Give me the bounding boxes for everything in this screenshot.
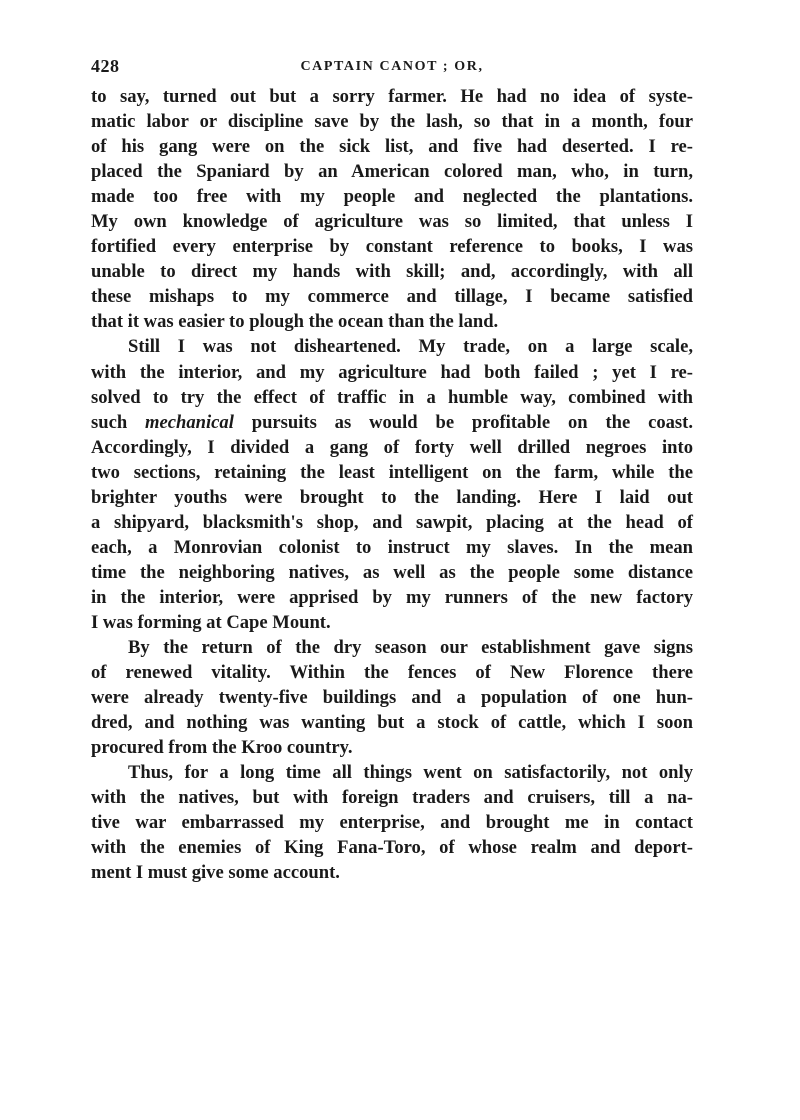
text-line: Still I was not disheartened. My trade, on a large scale, xyxy=(128,336,693,358)
body-text xyxy=(91,84,693,886)
text-line: time the neighboring natives, as well as the people some distance xyxy=(91,561,693,583)
text-line: two sections, retaining the least intelligent on the farm, while the xyxy=(91,461,693,483)
text-line: fortified every enterprise by constant reference to books, I was xyxy=(91,236,693,258)
text-segment: such xyxy=(91,411,146,433)
text-line: By the return of the dry season our establishment gave signs xyxy=(128,637,693,659)
text-line: procured from the Kroo country. xyxy=(91,737,353,759)
text-line: placed the Spaniard by an American colored man, who, in turn, xyxy=(91,161,693,183)
text-line: each, a Monrovian colonist to instruct my slaves. In the mean xyxy=(91,536,693,558)
text-line: made too free with my people and neglected the plantations. xyxy=(91,186,693,208)
text-line: with the enemies of King Fana-Toro, of whose realm and deport- xyxy=(91,837,693,859)
text-line: dred, and nothing was wanting but a stock of cattle, which I soon xyxy=(91,712,693,734)
text-line: of renewed vitality. Within the fences of New Florence there xyxy=(91,662,693,684)
text-line: Accordingly, I divided a gang of forty well drilled negroes into xyxy=(91,436,693,458)
text-segment: pursuits as would be profitable on the coast. xyxy=(233,411,693,433)
text-line: matic labor or discipline save by the lash, so that in a month, four xyxy=(91,111,693,133)
text-line: with the interior, and my agriculture had both failed ; yet I re- xyxy=(91,361,693,383)
text-line: were already twenty-five buildings and a population of one hun- xyxy=(91,687,693,709)
running-head xyxy=(91,56,693,84)
text-line: tive war embarrassed my enterprise, and brought me in contact xyxy=(91,812,693,834)
text-line: a shipyard, blacksmith's shop, and sawpit, placing at the head of xyxy=(91,511,693,533)
text-line: to say, turned out but a sorry farmer. He had no idea of syste- xyxy=(91,86,693,107)
text-line: Thus, for a long time all things went on satisfactorily, not only xyxy=(128,762,693,784)
text-line xyxy=(91,410,693,435)
paragraph xyxy=(91,84,693,334)
paragraph xyxy=(91,334,693,635)
italic-emphasis: mechanical xyxy=(145,411,234,433)
book-page xyxy=(91,56,693,886)
text-line: I was forming at Cape Mount. xyxy=(91,611,331,633)
text-line: My own knowledge of agriculture was so limited, that unless I xyxy=(91,211,693,233)
text-line: ment I must give some account. xyxy=(91,862,340,884)
text-line: brighter youths were brought to the landing. Here I laid out xyxy=(91,486,693,508)
running-title: CAPTAIN CANOT ; OR, xyxy=(300,59,484,74)
text-line: unable to direct my hands with skill; and, accordingly, with all xyxy=(91,261,693,283)
text-line: of his gang were on the sick list, and five had deserted. I re- xyxy=(91,136,693,158)
page-number: 428 xyxy=(91,56,120,76)
text-line: solved to try the effect of traffic in a humble way, combined with xyxy=(91,386,693,408)
paragraph xyxy=(91,635,693,760)
text-line: in the interior, were apprised by my runners of the new factory xyxy=(91,586,693,608)
text-line: these mishaps to my commerce and tillage, I became satisfied xyxy=(91,286,693,308)
text-line: that it was easier to plough the ocean than the land. xyxy=(91,311,499,333)
text-line: with the natives, but with foreign traders and cruisers, till a na- xyxy=(91,787,693,809)
paragraph xyxy=(91,760,693,885)
